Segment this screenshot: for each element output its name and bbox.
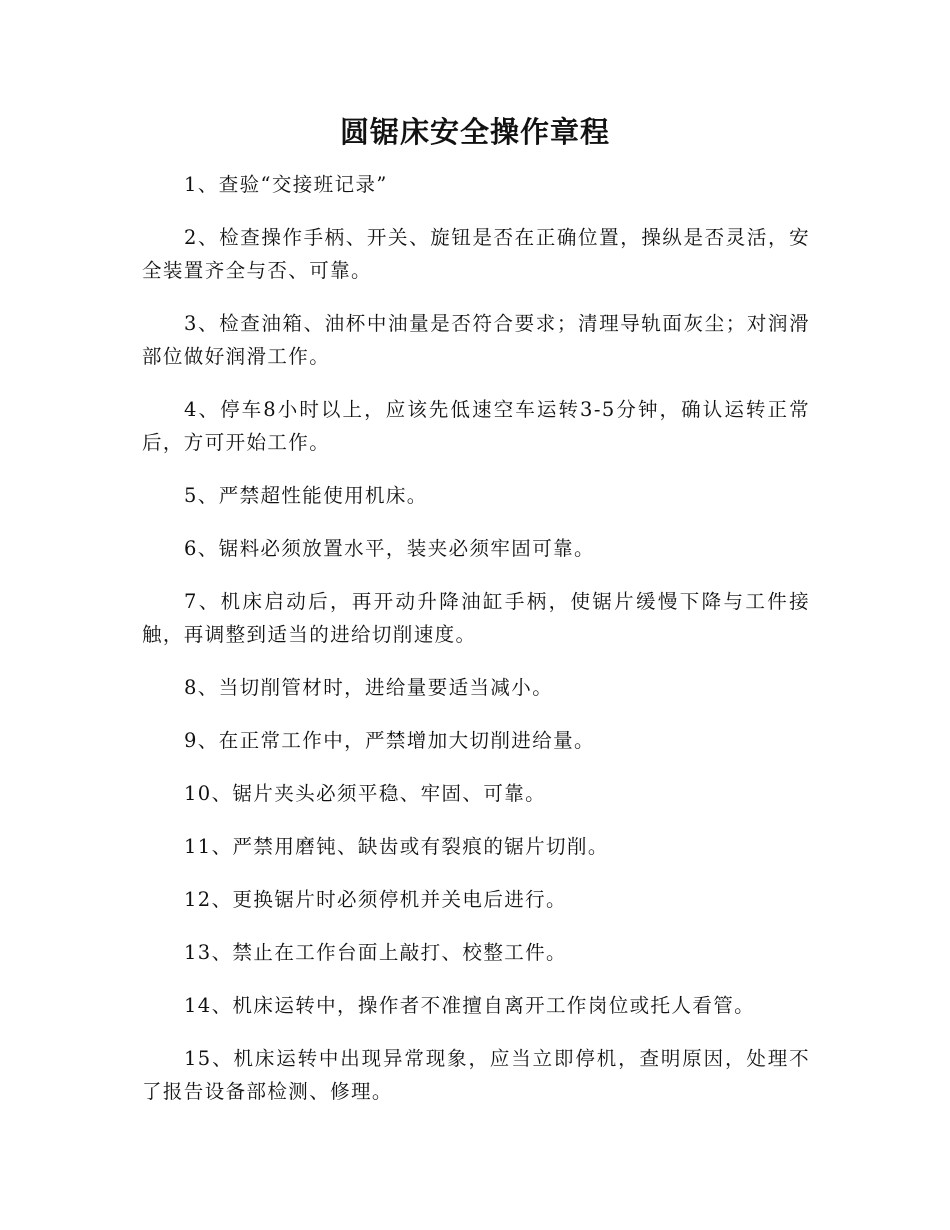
- rule-item-11: 11、严禁用磨钝、缺齿或有裂痕的锯片切削。: [184, 835, 609, 858]
- document-title: 圆锯床安全操作章程: [339, 115, 610, 149]
- rule-item-12: 12、更换锯片时必须停机并关电后进行。: [184, 888, 567, 911]
- rule-item-13: 13、禁止在工作台面上敲打、校整工件。: [184, 941, 567, 964]
- rule-item-15: 15、机床运转中出现异常现象，应当立即停机，查明原因，处理不了报告设备部检测、修理。: [142, 1047, 810, 1103]
- document-body: [142, 168, 810, 1128]
- rule-item-8: 8、当切削管材时，进给量要适当减小。: [184, 676, 554, 699]
- rule-item-10: 10、锯片夹头必须平稳、牢固、可靠。: [184, 782, 547, 805]
- rule-item-14: 14、机床运转中，操作者不准擅自离开工作岗位或托人看管。: [184, 994, 756, 1017]
- rule-item-6: 6、锯料必须放置水平，装夹必须牢固可靠。: [184, 537, 595, 560]
- rule-item-9: 9、在正常工作中，严禁增加大切削进给量。: [184, 729, 595, 752]
- rule-item-5: 5、严禁超性能使用机床。: [184, 484, 428, 507]
- rule-item-3: 3、检查油箱、油杯中油量是否符合要求；清理导轨面灰尘；对润滑部位做好润滑工作。: [142, 312, 810, 368]
- rule-item-2: 2、检查操作手柄、开关、旋钮是否在正确位置，操纵是否灵活，安全装置齐全与否、可靠。: [142, 226, 810, 282]
- rule-item-7: 7、机床启动后，再开动升降油缸手柄，使锯片缓慢下降与工件接触，再调整到适当的进给切削速度。: [142, 590, 810, 646]
- rule-item-4: 4、停车8小时以上，应该先低速空车运转3-5分钟，确认运转正常后，方可开始工作。: [142, 398, 810, 454]
- rule-item-1: 1、查验“交接班记录”: [184, 173, 388, 196]
